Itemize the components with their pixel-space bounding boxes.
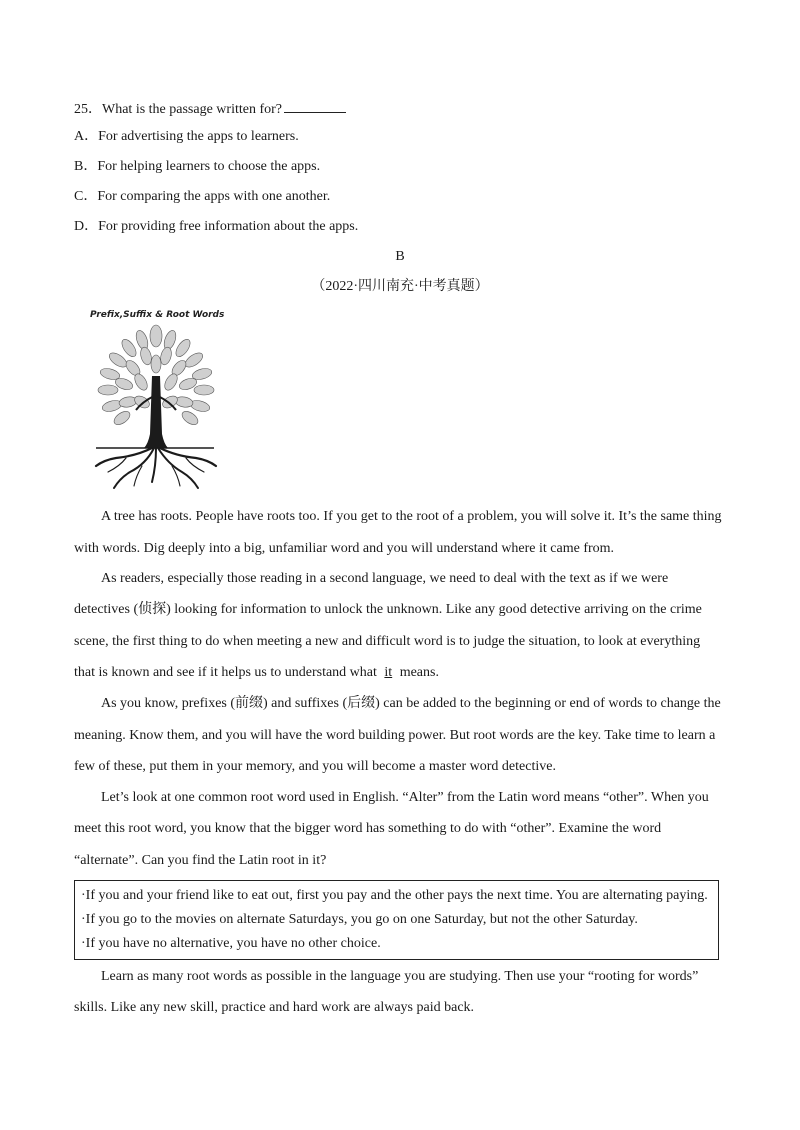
para-2-line-1: As readers, especially those reading in a second language, we need to deal with the text as if we were <box>101 571 669 586</box>
para-3-line-1: As you know, prefixes (前缀) and suffixes (后缀) can be added to the beginning or end of words to change the <box>101 696 721 711</box>
underlined-word-it: it <box>384 665 393 680</box>
para-1-line-2: with words. Dig deeply into a big, unfamiliar word and you will understand where it came from. <box>74 541 615 556</box>
example-line-1: ·If you and your friend like to eat out, first you pay and the other pays the next time. You are alternating paying. <box>81 888 708 903</box>
example-line-2: ·If you go to the movies on alternate Saturdays, you go on one Saturday, but not the other Saturday. <box>81 912 638 927</box>
section-letter: B <box>395 249 405 264</box>
section-source: （2022·四川南充·中考真题） <box>311 279 489 294</box>
option-c: C．For comparing the apps with one another. <box>74 189 331 204</box>
para-2-line-3: scene, the first thing to do when meeting a new and difficult word is to judge the situation, to look at everything <box>74 634 701 649</box>
question-stem: 25．What is the passage written for? <box>74 102 282 117</box>
question-25 <box>74 100 346 119</box>
answer-blank <box>284 100 346 113</box>
tree-icon <box>86 306 224 492</box>
option-a: A．For advertising the apps to learners. <box>74 129 299 144</box>
para-4-line-1: Let’s look at one common root word used in English. “Alter” from the Latin word means “other”. When you <box>101 790 709 805</box>
para-2-line-2: detectives (侦探) looking for information to unlock the unknown. Like any good detective arriving on the crime <box>74 602 702 617</box>
para-1-line-1: A tree has roots. People have roots too. If you get to the root of a problem, you will solve it. It’s the same thing <box>101 509 722 524</box>
figure-caption: Prefix,Suffix & Root Words <box>90 310 225 320</box>
example-line-3: ·If you have no alternative, you have no other choice. <box>81 936 381 951</box>
para-4-line-3: “alternate”. Can you find the Latin root in it? <box>74 853 327 868</box>
para-3-line-3: few of these, put them in your memory, and you will become a master word detective. <box>74 759 556 774</box>
example-box <box>74 880 719 960</box>
option-b: B．For helping learners to choose the apps. <box>74 159 321 174</box>
para-3-line-2: meaning. Know them, and you will have the word building power. But root words are the key. Take time to learn a <box>74 728 716 743</box>
para-4-line-2: meet this root word, you know that the bigger word has something to do with “other”. Examine the word <box>74 821 662 836</box>
para-5-line-2: skills. Like any new skill, practice and hard work are always paid back. <box>74 1000 475 1015</box>
para-2-line-4: that is known and see if it helps us to understand what it means. <box>74 665 439 680</box>
para-5-line-1: Learn as many root words as possible in the language you are studying. Then use your “rooting for words” <box>101 969 699 984</box>
root-words-tree-figure <box>86 306 224 492</box>
option-d: D．For providing free information about the apps. <box>74 219 359 234</box>
